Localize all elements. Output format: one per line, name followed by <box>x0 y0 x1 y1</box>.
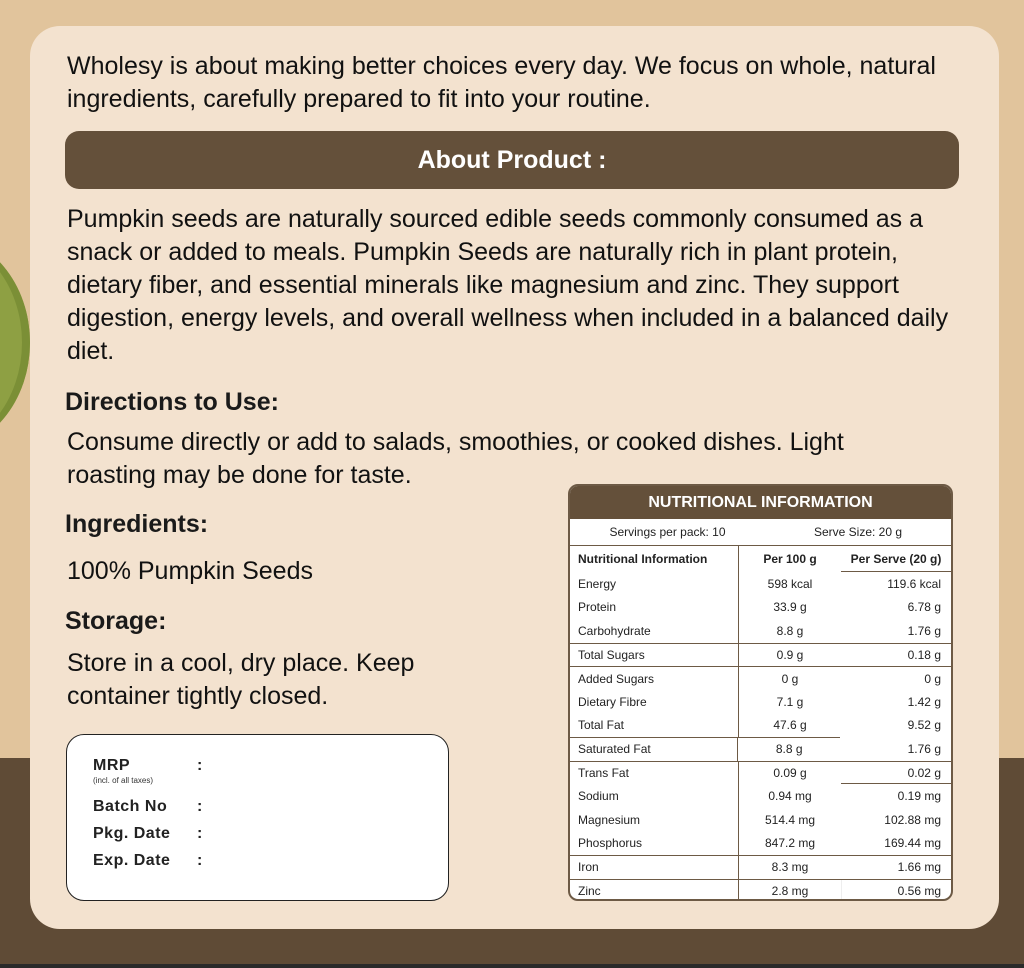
nutrient-name: Iron <box>578 860 599 875</box>
exp-date-label: Exp. Date <box>93 852 171 869</box>
storage-text: Store in a cool, dry place. Keep container tightly closed. <box>67 649 415 710</box>
nutrition-title: NUTRITIONAL INFORMATION <box>570 486 951 519</box>
per-100g-value: 0.94 mg <box>738 784 841 808</box>
batch-info-box <box>66 734 449 901</box>
about-product-text: Pumpkin seeds are naturally sourced edible seeds commonly consumed as a snack or added to meals. Pumpkin Seeds are naturally rich in plant protein, dietary fiber, and essential minerals like magnesium and zinc. They support digestion, energy levels, and overall wellness when included in a balanced daily diet. <box>67 205 949 365</box>
per-100g-value: 0.9 g <box>738 644 841 667</box>
header-nutrient: Nutritional Information <box>578 552 708 566</box>
per-serve-value: 169.44 mg <box>884 836 941 851</box>
pkg-date-label: Pkg. Date <box>93 825 171 842</box>
nutrition-row <box>570 855 951 879</box>
nutrition-row <box>570 596 951 620</box>
per-100g-value: 8.8 g <box>738 619 841 643</box>
per-100g-value: 598 kcal <box>738 572 841 596</box>
per-100g-value: 33.9 g <box>738 596 841 620</box>
nutrition-header-row <box>570 546 951 572</box>
per-serve-value: 1.42 g <box>907 694 941 709</box>
servings-row <box>570 519 951 546</box>
per-100g-value: 47.6 g <box>738 714 841 738</box>
leaf-decoration <box>0 235 30 450</box>
per-serve-value: 0.02 g <box>841 762 951 785</box>
nutrient-name: Added Sugars <box>578 671 655 686</box>
nutrient-name: Protein <box>578 600 617 615</box>
per-100g-value: 2.8 mg <box>738 880 841 901</box>
nutrient-name: Magnesium <box>578 812 641 827</box>
directions-heading: Directions to Use: <box>65 388 279 416</box>
nutrient-name: Total Fat <box>578 718 625 733</box>
nutrition-row <box>570 690 951 714</box>
nutrition-row <box>570 666 951 690</box>
pkg-date-colon: : <box>197 825 203 842</box>
per-serve-value: 1.76 g <box>907 742 941 757</box>
storage-heading: Storage: <box>65 607 167 635</box>
per-100g-value: 514.4 mg <box>738 808 841 832</box>
per-serve-value: 1.66 mg <box>897 860 941 875</box>
per-serve-value: 6.78 g <box>907 600 941 615</box>
bottom-strip <box>0 964 1024 968</box>
ingredients-heading: Ingredients: <box>65 510 209 538</box>
per-serve-value: 0 g <box>924 671 941 686</box>
nutrition-row <box>570 619 951 643</box>
per-serve-value: 0.18 g <box>907 648 941 663</box>
about-product-banner <box>65 131 959 189</box>
nutrient-name: Trans Fat <box>578 766 629 781</box>
per-100g-value: 8.3 mg <box>738 856 841 879</box>
per-100g-value: 7.1 g <box>738 690 841 714</box>
per-serve-value: 119.6 kcal <box>887 576 941 591</box>
nutrient-name: Phosphorus <box>578 836 643 851</box>
nutrient-name: Energy <box>578 576 617 591</box>
nutrition-row <box>570 737 941 761</box>
servings-per-pack: Servings per pack: 10 <box>609 525 726 539</box>
serve-size: Serve Size: 20 g <box>813 525 903 539</box>
nutrient-name: Carbohydrate <box>578 623 651 638</box>
header-per-serve: Per Serve (20 g) <box>841 546 951 572</box>
nutrition-row <box>570 808 951 832</box>
nutrient-name: Dietary Fibre <box>578 694 647 709</box>
about-product-title: About Product : <box>417 145 607 174</box>
per-100g-value: 847.2 mg <box>738 832 841 856</box>
per-100g-value: 0 g <box>738 667 841 690</box>
mrp-label: MRP <box>93 757 131 774</box>
per-100g-value: 8.8 g <box>737 738 840 761</box>
ingredients-text: 100% Pumpkin Seeds <box>67 557 313 585</box>
nutrition-row <box>570 572 951 596</box>
nutrition-row <box>570 714 951 738</box>
batch-no-label: Batch No <box>93 798 168 815</box>
per-serve-value: 1.76 g <box>907 623 941 638</box>
nutrition-row <box>570 784 951 808</box>
header-per-100g: Per 100 g <box>738 546 841 572</box>
per-100g-value: 0.09 g <box>738 762 841 785</box>
mrp-note: (incl. of all taxes) <box>93 776 154 785</box>
nutrient-name: Sodium <box>578 789 619 804</box>
nutrient-name: Saturated Fat <box>578 742 651 757</box>
per-serve-value: 0.56 mg <box>841 880 951 901</box>
nutrient-name: Zinc <box>578 884 601 899</box>
nutrition-row <box>570 879 951 901</box>
nutrition-row <box>570 761 951 785</box>
batch-no-colon: : <box>197 798 203 815</box>
per-serve-value: 0.19 mg <box>897 789 941 804</box>
intro-text: Wholesy is about making better choices every day. We focus on whole, natural ingredients, carefully prepared to fit into your routine. <box>67 52 936 113</box>
exp-date-colon: : <box>197 852 203 869</box>
mrp-colon: : <box>197 757 203 774</box>
nutrition-row <box>570 643 951 667</box>
per-serve-value: 9.52 g <box>907 718 941 733</box>
nutrition-table <box>568 484 953 901</box>
nutrition-row <box>570 832 951 856</box>
per-serve-value: 102.88 mg <box>884 812 941 827</box>
nutrient-name: Total Sugars <box>578 648 645 663</box>
directions-text: Consume directly or add to salads, smoothies, or cooked dishes. Light roasting may be done for taste. <box>67 428 844 489</box>
